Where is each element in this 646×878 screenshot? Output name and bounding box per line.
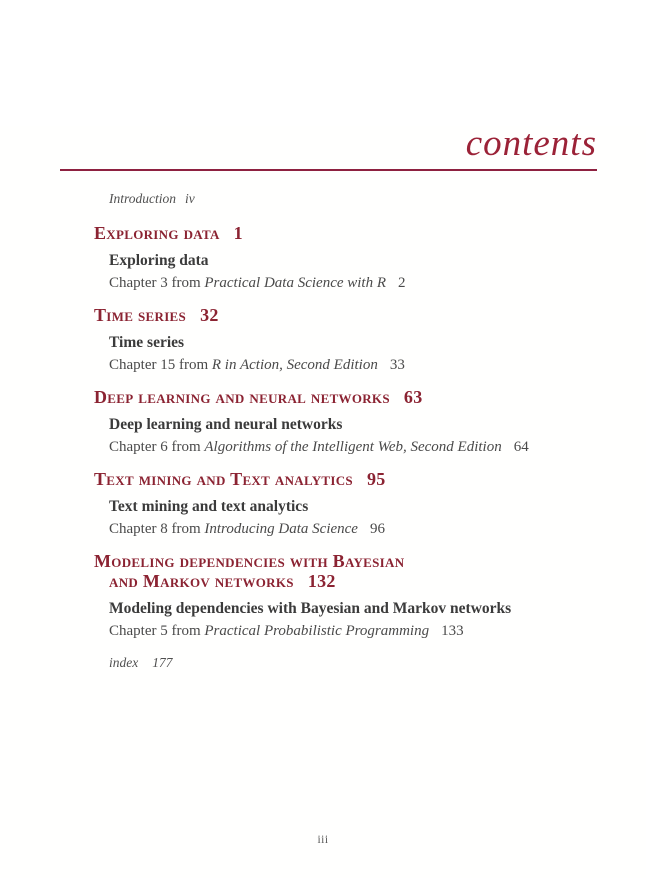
title-rule [60, 169, 597, 171]
title-row [0, 123, 646, 164]
book-title: Practical Probabilistic Programming [204, 623, 430, 639]
section-heading-label: Exploring data [94, 223, 220, 243]
chapter-prefix: Chapter 3 from [109, 275, 205, 291]
section-heading [94, 551, 606, 591]
section-heading-label: Text mining and Text analytics [94, 469, 353, 489]
chapter-line [94, 437, 606, 457]
page-title: contents [465, 123, 597, 164]
chapter-page-number: 2 [398, 275, 406, 291]
section-heading-label: Time series [94, 305, 187, 325]
introduction-page-number: iv [185, 191, 195, 206]
section-exploring-data [94, 223, 606, 293]
introduction-label: Introduction [109, 191, 176, 206]
chapter-page-number: 33 [389, 357, 405, 373]
section-subtitle: Deep learning and neural networks [109, 416, 343, 433]
toc-list [94, 223, 606, 641]
book-title: Algorithms of the Intelligent Web, Second Edition [204, 439, 502, 455]
chapter-line [94, 519, 606, 539]
section-time-series [94, 305, 606, 375]
section-modeling-dependencies [94, 551, 606, 641]
chapter-page-number: 133 [441, 623, 464, 639]
section-page-number: 95 [366, 469, 386, 489]
book-title: Introducing Data Science [204, 521, 358, 537]
index-label: index [109, 655, 139, 670]
index-row [109, 655, 646, 671]
section-page-number: 63 [403, 387, 423, 407]
chapter-page-number: 96 [369, 521, 385, 537]
section-deep-learning [94, 387, 606, 457]
section-page-number: 32 [200, 305, 219, 325]
section-heading-label: Deep learning and neural networks [94, 387, 390, 407]
section-subtitle: Time series [109, 334, 185, 351]
chapter-prefix: Chapter 15 from [109, 357, 212, 373]
section-heading [94, 223, 606, 243]
chapter-line [94, 273, 606, 293]
chapter-line [94, 355, 606, 375]
chapter-prefix: Chapter 5 from [109, 623, 205, 639]
section-heading-line2: and Markov networks 132 [109, 571, 336, 591]
section-heading [94, 469, 606, 489]
book-title: Practical Data Science with R [204, 275, 387, 291]
chapter-prefix: Chapter 6 from [109, 439, 205, 455]
section-heading [94, 305, 606, 325]
chapter-page-number: 64 [513, 439, 529, 455]
section-page-number: 1 [233, 223, 243, 243]
introduction-row [109, 191, 646, 207]
section-text-mining [94, 469, 606, 539]
book-title: R in Action, Second Edition [211, 357, 378, 373]
section-subtitle: Text mining and text analytics [109, 498, 309, 515]
chapter-prefix: Chapter 8 from [109, 521, 205, 537]
section-subtitle: Exploring data [109, 252, 209, 269]
section-heading [94, 387, 606, 407]
section-page-number: 132 [307, 571, 336, 591]
toc-page [0, 123, 646, 878]
section-heading-line1: Modeling dependencies with Bayesian [94, 551, 405, 571]
folio-page-number: iii [317, 834, 329, 846]
index-page-number: 177 [152, 655, 173, 670]
section-subtitle: Modeling dependencies with Bayesian and Markov networks [109, 600, 512, 617]
chapter-line [94, 621, 606, 641]
